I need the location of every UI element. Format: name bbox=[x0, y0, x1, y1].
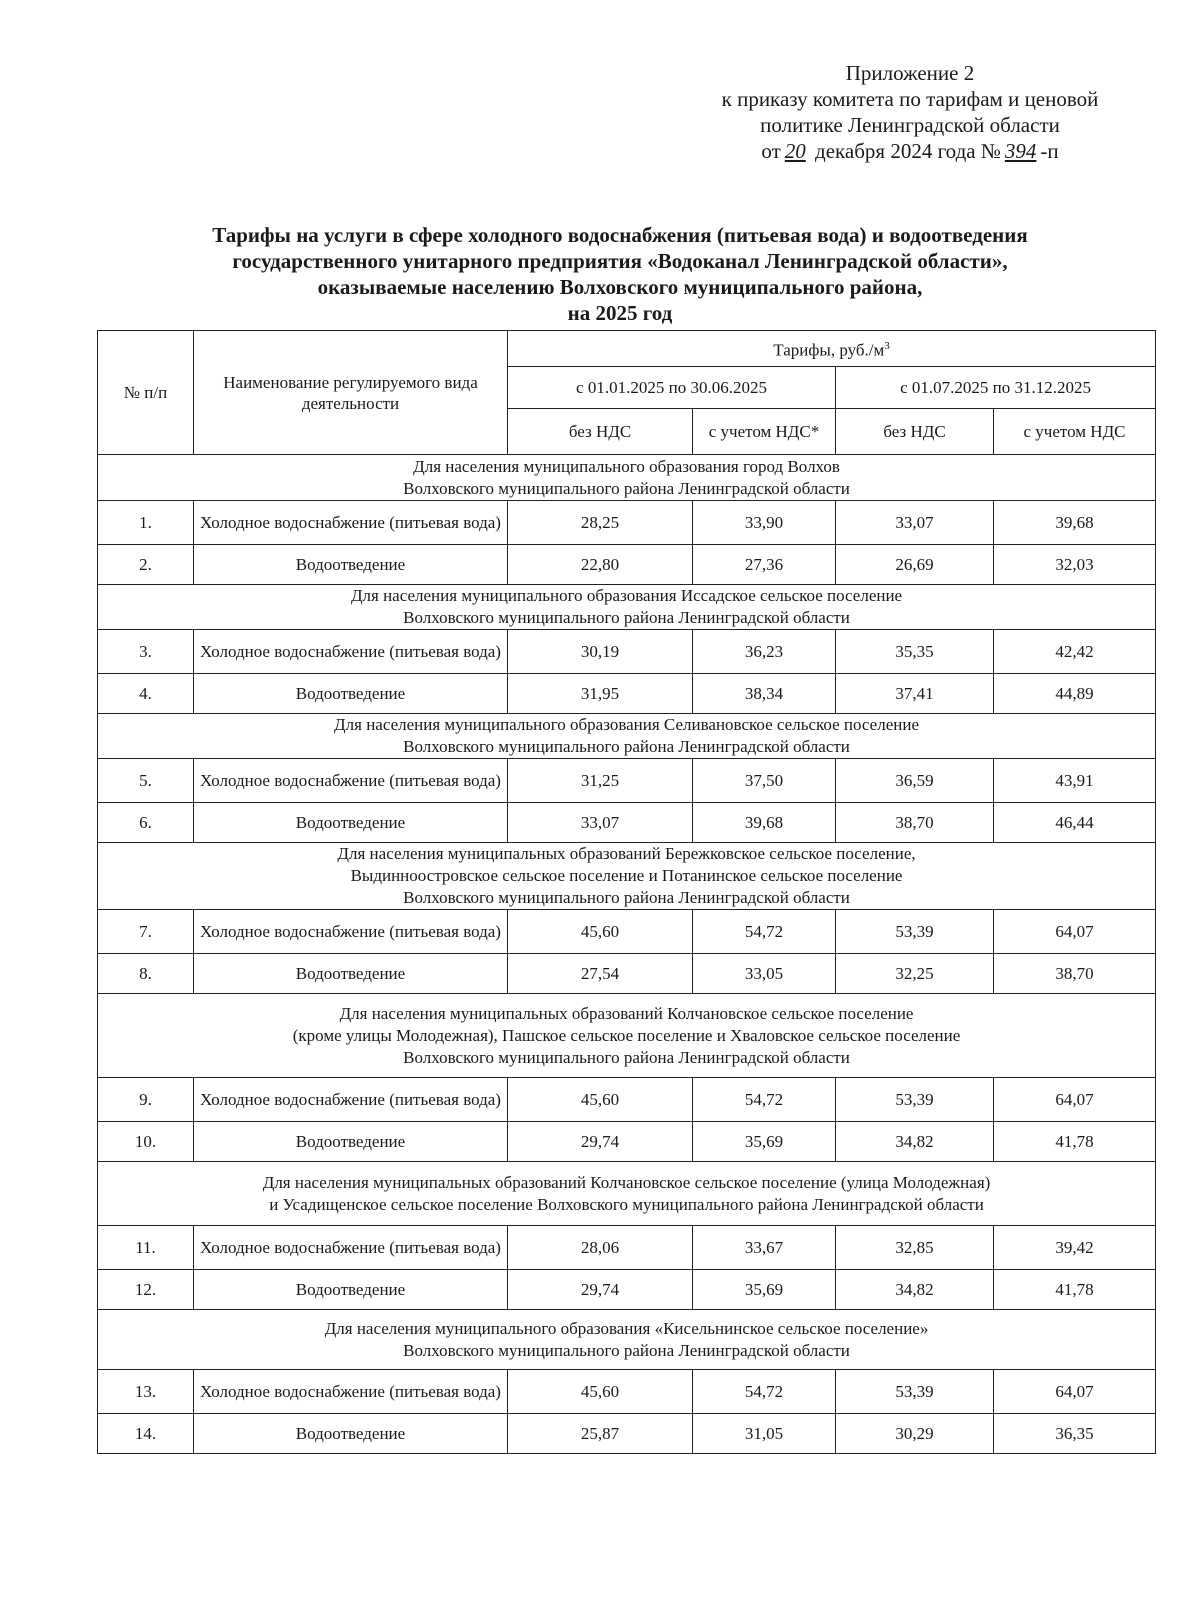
section-heading bbox=[98, 1310, 1156, 1370]
row-number: 9. bbox=[98, 1078, 194, 1122]
row-activity: Водоотведение bbox=[194, 674, 508, 714]
value-p1-no-vat: 29,74 bbox=[508, 1270, 693, 1310]
section-heading-line: Для населения муниципального образования Селивановское сельское поселение bbox=[334, 715, 919, 734]
section-heading bbox=[98, 843, 1156, 910]
order-number: 394 bbox=[1004, 139, 1037, 163]
row-number: 8. bbox=[98, 954, 194, 994]
value-p2-no-vat: 36,59 bbox=[836, 759, 994, 803]
row-number: 5. bbox=[98, 759, 194, 803]
section-heading-line: Для населения муниципального образования Иссадское сельское поселение bbox=[350, 586, 903, 605]
value-p1-with-vat: 37,50 bbox=[693, 759, 836, 803]
header-col-tariffs bbox=[508, 331, 1156, 367]
value-p1-no-vat: 31,95 bbox=[508, 674, 693, 714]
section-heading bbox=[98, 994, 1156, 1078]
table-row bbox=[98, 1226, 1156, 1270]
value-p1-no-vat: 29,74 bbox=[508, 1122, 693, 1162]
section-heading-line: Волховского муниципального района Ленинградской области bbox=[403, 1340, 850, 1360]
section-heading-line: и Усадищенское сельское поселение Волховского муниципального района Ленинградской области bbox=[269, 1194, 984, 1214]
value-p1-with-vat: 33,67 bbox=[693, 1226, 836, 1270]
value-p1-with-vat: 35,69 bbox=[693, 1270, 836, 1310]
section-row bbox=[98, 994, 1156, 1078]
row-activity: Водоотведение bbox=[194, 1270, 508, 1310]
row-activity: Холодное водоснабжение (питьевая вода) bbox=[194, 759, 508, 803]
section-row bbox=[98, 1162, 1156, 1226]
row-activity: Водоотведение bbox=[194, 1414, 508, 1454]
value-p2-no-vat: 53,39 bbox=[836, 1078, 994, 1122]
header-p2-with-vat: с учетом НДС bbox=[994, 409, 1156, 455]
value-p1-with-vat: 54,72 bbox=[693, 1370, 836, 1414]
value-p2-no-vat: 37,41 bbox=[836, 674, 994, 714]
section-heading-line: Волховского муниципального района Ленинградской области bbox=[403, 1047, 850, 1067]
value-p1-with-vat: 35,69 bbox=[693, 1122, 836, 1162]
table-row bbox=[98, 759, 1156, 803]
section-heading-line: Для населения муниципального образования город Волхов bbox=[413, 456, 840, 476]
title-line-1: Тарифы на услуги в сфере холодного водоснабжения (питьевая вода) и водоотведения bbox=[212, 223, 1028, 247]
row-number: 14. bbox=[98, 1414, 194, 1454]
value-p2-with-vat: 64,07 bbox=[994, 1370, 1156, 1414]
table-row bbox=[98, 1078, 1156, 1122]
section-heading bbox=[98, 585, 1156, 630]
value-p1-with-vat: 27,36 bbox=[693, 545, 836, 585]
row-activity: Холодное водоснабжение (питьевая вода) bbox=[194, 910, 508, 954]
value-p2-with-vat: 41,78 bbox=[994, 1122, 1156, 1162]
section-heading bbox=[98, 1162, 1156, 1226]
row-activity: Водоотведение bbox=[194, 954, 508, 994]
order-suffix: -п bbox=[1040, 139, 1059, 163]
row-number: 6. bbox=[98, 803, 194, 843]
table-row bbox=[98, 1122, 1156, 1162]
row-number: 1. bbox=[98, 501, 194, 545]
value-p1-with-vat: 54,72 bbox=[693, 1078, 836, 1122]
header-tariffs-label: Тарифы, руб./м bbox=[773, 340, 885, 360]
document-title bbox=[90, 222, 1150, 326]
header-p1-with-vat: с учетом НДС* bbox=[693, 409, 836, 455]
value-p1-no-vat: 33,07 bbox=[508, 803, 693, 843]
row-activity: Холодное водоснабжение (питьевая вода) bbox=[194, 1078, 508, 1122]
value-p2-with-vat: 44,89 bbox=[994, 674, 1156, 714]
table-row bbox=[98, 1370, 1156, 1414]
section-row bbox=[98, 455, 1156, 501]
value-p1-with-vat: 36,23 bbox=[693, 630, 836, 674]
value-p1-no-vat: 28,25 bbox=[508, 501, 693, 545]
value-p2-with-vat: 43,91 bbox=[994, 759, 1156, 803]
row-activity: Холодное водоснабжение (питьевая вода) bbox=[194, 501, 508, 545]
value-p2-no-vat: 33,07 bbox=[836, 501, 994, 545]
row-number: 2. bbox=[98, 545, 194, 585]
section-heading-line: Волховского муниципального района Ленинградской области bbox=[403, 737, 850, 756]
row-activity: Водоотведение bbox=[194, 545, 508, 585]
value-p2-with-vat: 39,68 bbox=[994, 501, 1156, 545]
header-col-number: № п/п bbox=[98, 331, 194, 455]
row-number: 11. bbox=[98, 1226, 194, 1270]
section-heading-line: Для населения муниципальных образований Бережковское сельское поселение, bbox=[337, 844, 916, 863]
value-p1-no-vat: 45,60 bbox=[508, 1078, 693, 1122]
section-heading-line: Для населения муниципальных образований Колчановское сельское поселение (улица Молодежная) bbox=[262, 1172, 991, 1192]
value-p1-with-vat: 31,05 bbox=[693, 1414, 836, 1454]
table-row bbox=[98, 954, 1156, 994]
value-p2-with-vat: 41,78 bbox=[994, 1270, 1156, 1310]
header-p2-no-vat: без НДС bbox=[836, 409, 994, 455]
title-line-4: на 2025 год bbox=[567, 301, 673, 325]
value-p1-no-vat: 22,80 bbox=[508, 545, 693, 585]
value-p1-no-vat: 30,19 bbox=[508, 630, 693, 674]
header-tariffs-sup: 3 bbox=[884, 340, 890, 353]
value-p2-no-vat: 53,39 bbox=[836, 1370, 994, 1414]
value-p1-no-vat: 27,54 bbox=[508, 954, 693, 994]
value-p1-with-vat: 54,72 bbox=[693, 910, 836, 954]
section-heading-line: (кроме улицы Молодежная), Пашское сельское поселение и Хваловское сельское поселение bbox=[292, 1025, 961, 1045]
title-line-3: оказываемые населению Волховского муниципального района, bbox=[317, 275, 923, 299]
appendix-line-3: политике Ленинградской области bbox=[760, 113, 1060, 137]
value-p1-no-vat: 45,60 bbox=[508, 910, 693, 954]
value-p2-no-vat: 34,82 bbox=[836, 1270, 994, 1310]
value-p2-with-vat: 36,35 bbox=[994, 1414, 1156, 1454]
value-p2-no-vat: 30,29 bbox=[836, 1414, 994, 1454]
row-number: 12. bbox=[98, 1270, 194, 1310]
header-p1-no-vat: без НДС bbox=[508, 409, 693, 455]
header-col-activity: Наименование регулируемого вида деятельности bbox=[194, 331, 508, 455]
section-heading bbox=[98, 714, 1156, 759]
section-row bbox=[98, 714, 1156, 759]
value-p2-no-vat: 26,69 bbox=[836, 545, 994, 585]
section-row bbox=[98, 1310, 1156, 1370]
table-row bbox=[98, 630, 1156, 674]
row-activity: Водоотведение bbox=[194, 1122, 508, 1162]
value-p1-with-vat: 33,05 bbox=[693, 954, 836, 994]
table-row bbox=[98, 501, 1156, 545]
appendix-line-1: Приложение 2 bbox=[845, 61, 975, 85]
section-heading-line: Волховского муниципального района Ленинградской области bbox=[403, 478, 850, 498]
value-p2-with-vat: 64,07 bbox=[994, 1078, 1156, 1122]
value-p2-with-vat: 46,44 bbox=[994, 803, 1156, 843]
section-heading-line: Волховского муниципального района Ленинградской области bbox=[403, 888, 850, 907]
value-p2-with-vat: 38,70 bbox=[994, 954, 1156, 994]
date-day: 20 bbox=[784, 139, 806, 163]
value-p2-with-vat: 64,07 bbox=[994, 910, 1156, 954]
row-activity: Водоотведение bbox=[194, 803, 508, 843]
table-row bbox=[98, 1270, 1156, 1310]
appendix-header bbox=[650, 60, 1170, 164]
header-period-1: с 01.01.2025 по 30.06.2025 bbox=[508, 367, 836, 409]
value-p1-with-vat: 38,34 bbox=[693, 674, 836, 714]
table-row bbox=[98, 803, 1156, 843]
date-mid: декабря 2024 года № bbox=[815, 139, 1001, 163]
value-p1-no-vat: 45,60 bbox=[508, 1370, 693, 1414]
section-heading bbox=[98, 455, 1156, 501]
value-p1-with-vat: 39,68 bbox=[693, 803, 836, 843]
value-p2-no-vat: 34,82 bbox=[836, 1122, 994, 1162]
value-p1-no-vat: 28,06 bbox=[508, 1226, 693, 1270]
row-number: 7. bbox=[98, 910, 194, 954]
row-number: 4. bbox=[98, 674, 194, 714]
value-p2-no-vat: 32,25 bbox=[836, 954, 994, 994]
value-p1-with-vat: 33,90 bbox=[693, 501, 836, 545]
section-heading-line: Выдинноостровское сельское поселение и Потанинское сельское поселение bbox=[350, 866, 903, 885]
value-p1-no-vat: 31,25 bbox=[508, 759, 693, 803]
row-number: 10. bbox=[98, 1122, 194, 1162]
value-p2-no-vat: 32,85 bbox=[836, 1226, 994, 1270]
value-p2-with-vat: 42,42 bbox=[994, 630, 1156, 674]
section-heading-line: Волховского муниципального района Ленинградской области bbox=[403, 608, 850, 627]
value-p2-no-vat: 53,39 bbox=[836, 910, 994, 954]
row-number: 13. bbox=[98, 1370, 194, 1414]
value-p2-with-vat: 32,03 bbox=[994, 545, 1156, 585]
date-prefix: от bbox=[761, 139, 781, 163]
table-row bbox=[98, 910, 1156, 954]
appendix-date-line bbox=[650, 138, 1170, 164]
row-number: 3. bbox=[98, 630, 194, 674]
section-heading-line: Для населения муниципальных образований Колчановское сельское поселение bbox=[339, 1003, 914, 1023]
row-activity: Холодное водоснабжение (питьевая вода) bbox=[194, 1226, 508, 1270]
value-p2-no-vat: 35,35 bbox=[836, 630, 994, 674]
value-p2-with-vat: 39,42 bbox=[994, 1226, 1156, 1270]
value-p2-no-vat: 38,70 bbox=[836, 803, 994, 843]
value-p1-no-vat: 25,87 bbox=[508, 1414, 693, 1454]
row-activity: Холодное водоснабжение (питьевая вода) bbox=[194, 630, 508, 674]
appendix-line-2: к приказу комитета по тарифам и ценовой bbox=[721, 87, 1099, 111]
tariffs-table bbox=[97, 330, 1156, 1454]
title-line-2: государственного унитарного предприятия «Водоканал Ленинградской области», bbox=[232, 249, 1008, 273]
header-period-2: с 01.07.2025 по 31.12.2025 bbox=[836, 367, 1156, 409]
section-heading-line: Для населения муниципального образования «Кисельнинское сельское поселение» bbox=[324, 1318, 929, 1338]
row-activity: Холодное водоснабжение (питьевая вода) bbox=[194, 1370, 508, 1414]
section-row bbox=[98, 585, 1156, 630]
table-row bbox=[98, 1414, 1156, 1454]
table-row bbox=[98, 674, 1156, 714]
section-row bbox=[98, 843, 1156, 910]
table-row bbox=[98, 545, 1156, 585]
